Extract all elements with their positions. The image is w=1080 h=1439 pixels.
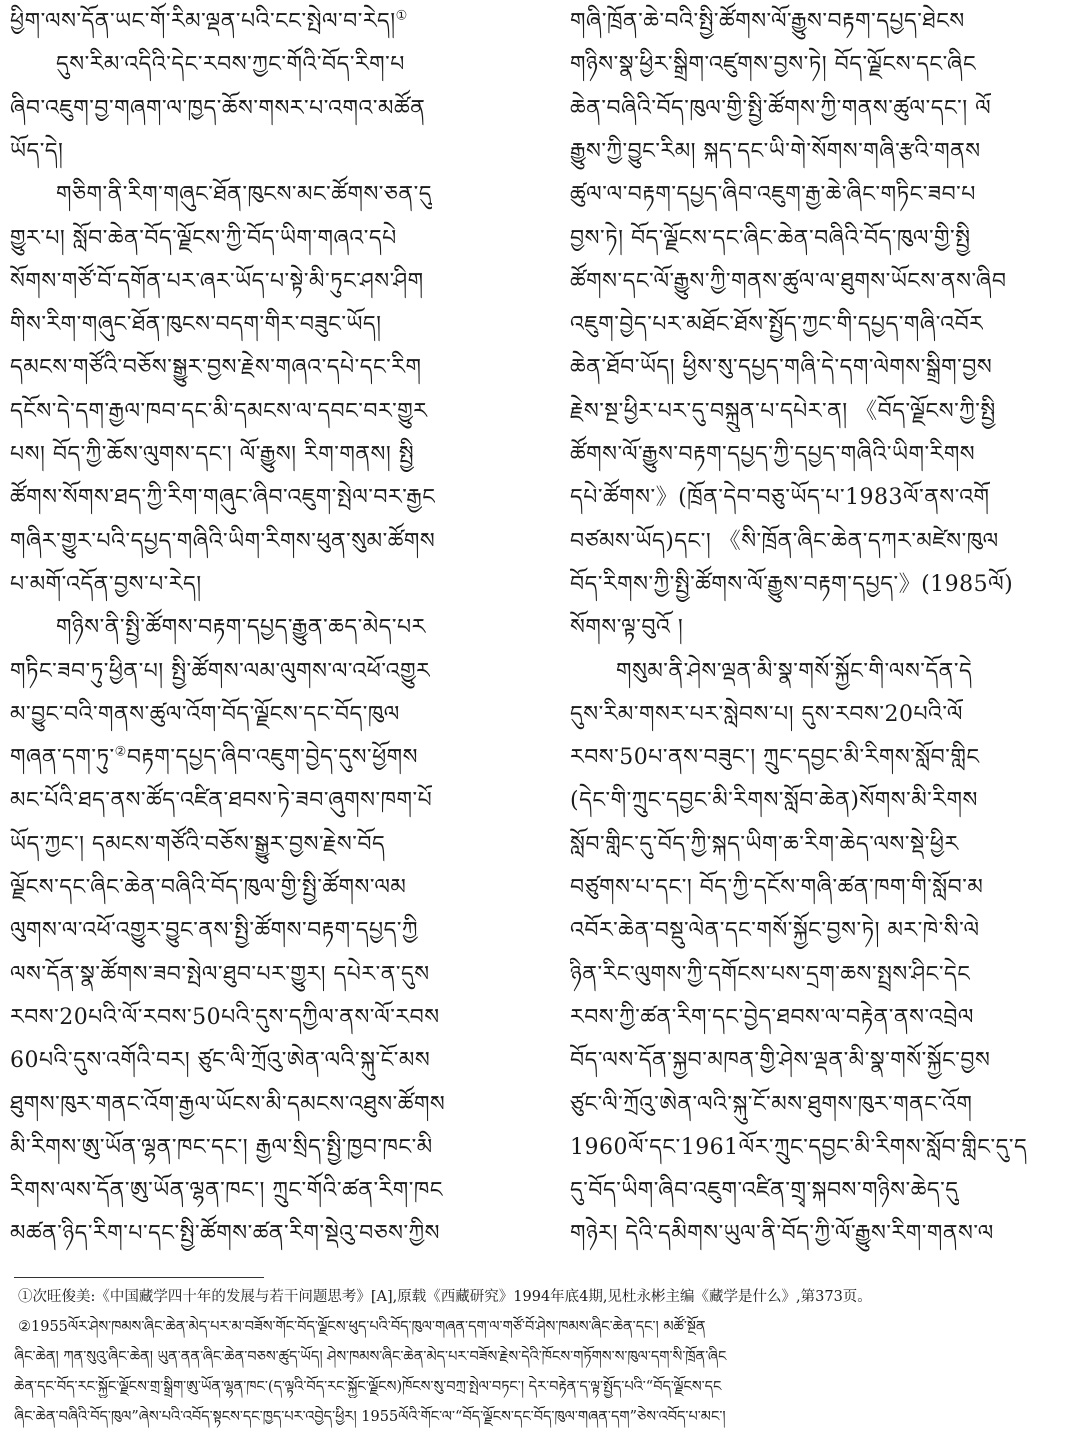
line-text: མང་པོའི་ཐད་ནས་ཚོད་འཛིན་ཐབས་ཏེ་ཟབ་ཞུགས་ཁག་པོ — [10, 788, 433, 814]
footnote-marker[interactable]: ① — [395, 8, 408, 24]
line-text: གཞན་དག་ཏུ་ — [10, 745, 115, 771]
text-line — [570, 435, 975, 475]
line-text: དུས་རིམ་གསར་པར་སླེབས་པ། དུས་རབས་20པའི་ལོ — [570, 701, 963, 727]
line-text: སློབ་གླིང་དུ་བོད་ཀྱི་སྐད་ཡིག་ཆ་རིག་ཆེད་ལས་སྡེ་ཕྱིར — [570, 831, 959, 857]
text-line — [10, 219, 397, 259]
line-text: (དེང་གི་ཀྲུང་དབྱང་མི་རིགས་སློབ་ཆེན)སོགས་མི་རིགས — [570, 788, 978, 814]
text-line — [10, 825, 385, 865]
line-text: གཉེར། དེའི་དམིགས་ཡུལ་ནི་བོད་ཀྱི་ལོ་རྒྱུས་རིག་གནས་ལ — [570, 1221, 994, 1247]
line-text: ཙུང་ལི་ཀྲོའུ་ཨེན་ལའི་སྐུ་ངོ་མས་ཐུགས་ཁུར་གནང་འོག — [570, 1091, 973, 1117]
text-line — [570, 1085, 972, 1125]
footnote-line: ཞིང་ཆེན། ཀན་སུའུ་ཞིང་ཆེན། ཡུན་ནན་ཞིང་ཆེན་བཅས་ཚུད་ཡོད། ཤེས་ཁམས་ཞིང་ཆེན་མེད་པར་བཟོས་རྗེས་དེའི་ཁོངས་གཏོགས་ས་ཁུལ་དག་སི་ཁྲོན་ཞིང — [14, 1349, 727, 1365]
line-text: པས། བོད་ཀྱི་ཆོས་ལུགས་དང་། ལོ་རྒྱུས། རིག་གནས། སྤྱི — [10, 442, 415, 467]
text-line — [10, 781, 432, 821]
line-text: ཡོད་དེ། — [10, 138, 64, 164]
line-text: བོད་རིགས་ཀྱི་སྤྱི་ཚོགས་ལོ་རྒྱུས་བརྟག་དཔྱད་》(1985ལོ) — [570, 571, 1014, 597]
line-text: རྗེས་སྔ་ཕྱིར་པར་དུ་བསྐྲུན་པ་དཔེར་ན། 《བོད་ལྗོངས་ཀྱི་སྤྱི — [570, 398, 996, 424]
text-line — [570, 781, 978, 821]
line-text: གཏིང་ཟབ་ཏུ་ཕྱིན་པ། སྤྱི་ཚོགས་ལམ་ལུགས་ལ་འཕོ་འགྱུར — [10, 658, 431, 684]
line-text: བཙུགས་པ་དང་། བོད་ཀྱི་དངོས་གཞི་ཚན་ཁག་གི་སློབ་མ — [570, 875, 984, 900]
line-text: ལུགས་ལ་འཕོ་འགྱུར་བྱུང་ནས་སྤྱི་ཚོགས་བརྟག་དཔྱད་ཀྱི — [10, 918, 418, 944]
line-text: གཅིག་ནི་རིག་གཞུང་ཐོན་ཁུངས་མང་ཚོགས་ཅན་དུ — [56, 182, 432, 208]
line-text: གིས་རིག་གཞུང་ཐོན་ཁུངས་བདག་གིར་བཟུང་ཡོད། — [10, 312, 382, 338]
text-line — [10, 695, 400, 735]
text-line — [570, 1171, 959, 1211]
text-line — [10, 45, 405, 85]
line-text: རབས་ཀྱི་ཚན་རིག་དང་བྱེད་ཐབས་ལ་བརྟེན་ནས་འབྲེལ — [570, 1004, 974, 1030]
line-text: ཆེན་ཐོབ་ཡོད། ཕྱིས་སུ་དཔྱད་གཞི་དེ་དག་ལེགས་སྒྲིག་བྱས — [570, 355, 993, 381]
line-text: ལྗོངས་དང་ཞིང་ཆེན་བཞིའི་བོད་ཁུལ་གྱི་སྤྱི་ཚོགས་ལམ — [10, 875, 407, 900]
line-text: ཚུལ་ལ་བརྟག་དཔྱད་ཞིབ་འཇུག་རྒྱ་ཆེ་ཞིང་གཏིང་ཟབ་པ — [570, 182, 976, 208]
text-line — [10, 955, 430, 995]
text-line — [570, 1041, 990, 1081]
footnote-separator — [14, 1277, 264, 1278]
line-text: ཞིབ་འཇུག་བྱ་གཞག་ལ་ཁྱད་ཆོས་གསར་པ་འགའ་མཚོན — [10, 95, 426, 121]
line-text: ལས་དོན་སྣ་ཚོགས་ཟབ་སྤེལ་ཐུབ་པར་གྱུར། དཔེར་ན་དུས — [10, 961, 430, 987]
line-text: 1960ལོ་དང་1961ལོར་ཀྲུང་དབྱང་མི་རིགས་སློབ་གླིང་དུ་ད — [570, 1134, 1028, 1160]
line-text: གཞིར་གྱུར་པའི་དཔྱད་གཞིའི་ཡིག་རིགས་ཕུན་སུམ་ཚོགས — [10, 528, 436, 554]
line-text: ཡོད་ཀྱང་། དམངས་གཙོའི་བཅོས་སྒྱུར་བྱས་རྗེས་བོད — [10, 831, 386, 857]
text-line — [570, 868, 983, 908]
text-line — [10, 478, 435, 518]
text-line — [10, 2, 408, 42]
text-line — [570, 825, 959, 865]
line-text: ཚོགས་དང་ལོ་རྒྱུས་ཀྱི་གནས་ཚུལ་ལ་ཐུགས་ཡོངས་ནས་ཞིབ — [570, 268, 1007, 294]
line-text: རབས་50པ་ནས་བཟུང་། ཀྲུང་དབྱང་མི་རིགས་སློབ་གླིང — [570, 745, 980, 771]
line-text: མཚན་ཉིད་རིག་པ་དང་སྤྱི་ཚོགས་ཚན་རིག་སྡེའུ་བཅས་ཀྱིས — [10, 1221, 440, 1247]
text-line — [10, 348, 421, 388]
line-text: རིགས་ལས་དོན་ཨུ་ཡོན་ལྷན་ཁང་། ཀྲུང་གོའི་ཚན་རིག་ཁང — [10, 1178, 443, 1204]
text-line — [570, 45, 976, 85]
line-text: བོད་ལས་དོན་སྐྱབ་མཁན་གྱི་ཤེས་ལྡན་མི་སྣ་གསོ་སྐྱོང་བྱས — [570, 1048, 991, 1074]
text-line — [570, 522, 999, 562]
text-line — [570, 911, 980, 951]
text-line — [570, 175, 976, 215]
text-line — [10, 89, 425, 129]
text-line — [10, 1214, 440, 1254]
text-line — [10, 652, 430, 692]
line-text-continued: བརྟག་དཔྱད་ཞིབ་འཇུག་བྱེད་དུས་ཕྱོགས — [126, 745, 419, 771]
line-text: གྱུར་པ། སློབ་ཆེན་བོད་ལྗོངས་ཀྱི་བོད་ཡིག་གཞའ་དཔེ — [10, 225, 397, 251]
text-line — [570, 955, 970, 995]
text-line — [570, 219, 971, 259]
footnote-marker[interactable]: ② — [114, 744, 127, 760]
line-text: ཕྱིག་ལས་དོན་ཡང་གོ་རིམ་ལྡན་པའི་ངང་སྤེལ་བ་རེད། — [10, 9, 396, 34]
footnote-line: ②1955ལོར་ཤེས་ཁམས་ཞིང་ཆེན་མེད་པར་མ་བཟོས་གོང་བོད་ལྗོངས་ཕུད་པའི་བོད་ཁུལ་གཞན་དག་ལ་གཙོ་བོ་ཤེས་ཁམས་ཞིང་ཆེན་དང་། མཚོ་སྔོན — [18, 1319, 706, 1335]
text-line — [10, 305, 382, 345]
text-line — [10, 522, 435, 562]
text-line — [570, 132, 981, 172]
line-text: འབོར་ཆེན་བསྡུ་ལེན་དང་གསོ་སྐྱོང་བྱས་ཏེ། མར་ཁེ་སི་ལེ — [570, 918, 980, 944]
text-line — [10, 868, 406, 908]
text-line — [10, 175, 432, 215]
line-text: གཉིས་ནི་སྤྱི་ཚོགས་བརྟག་དཔྱད་རྒྱུན་ཆད་མེད་པར — [56, 615, 426, 641]
line-text: རྒྱུས་ཀྱི་བྱུང་རིམ། སྐད་དང་ཡི་གེ་སོགས་གཞི་རྩའི་གནས — [570, 138, 981, 164]
line-text: གཉིས་སྣ་ཕྱིར་སྒྲིག་འཛུགས་བྱས་ཏེ། བོད་ལྗོངས་དང་ཞིང — [570, 52, 977, 78]
text-line — [10, 262, 424, 302]
text-line — [10, 435, 414, 475]
line-text: གསུམ་ནི་ཤེས་ལྡན་མི་སྣ་གསོ་སྐྱོང་གི་ལས་དོན་དེ — [616, 658, 973, 684]
text-line — [570, 1214, 994, 1254]
text-line — [10, 1128, 433, 1168]
line-text: སོགས་ལྟ་བུའོ ། — [570, 615, 684, 641]
line-text: རབས་20པའི་ལོ་རབས་50པའི་དུས་དཀྱིལ་ནས་ལོ་རབས — [10, 1004, 440, 1030]
line-text: མི་རིགས་ཨུ་ཡོན་ལྷན་ཁང་དང་། རྒྱལ་སྲིད་སྤྱི་ཁྱབ་ཁང་མི — [10, 1134, 433, 1160]
footnote-line: ཞིང་ཆེན་བཞིའི་བོད་ཁུལ”ཞེས་པའི་འབོད་སྟངས་དང་ཁྱད་པར་འབྱེད་ཕྱིར། 1955ལོའི་གོང་ལ་“བོད་ལྗོངས་དང་བོད་ཁུལ་གཞན་དག”ཅེས་འབོད་པ་མང་། — [14, 1409, 726, 1425]
text-line — [10, 392, 428, 432]
footnote-line: ཆེན་དང་བོད་རང་སྐྱོང་ལྗོངས་གྲ་སྒྲིག་ཨུ་ཡོན་ལྷན་ཁང་(ད་ལྟའི་བོད་རང་སྐྱོང་ལྗོངས)ཁོངས་སུ་བཀྲ་སྤེལ་བཏང་། དེར་བརྟེན་ད་ལྟ་སྤྱོད་པའི་“བོད་ལྗོངས་དང — [14, 1379, 722, 1395]
text-line — [10, 998, 440, 1038]
footnote-line: ①次旺俊美:《中国藏学四十年的发展与若干问题思考》[A],原载《西藏研究》1994年底4期,见杜永彬主编《藏学是什么》,第373页。 — [18, 1289, 872, 1305]
text-line — [10, 1171, 443, 1211]
text-line — [10, 1041, 430, 1081]
text-line — [570, 392, 996, 432]
text-line — [570, 1128, 1027, 1168]
line-text: ཚོགས་ལོ་རྒྱུས་བརྟག་དཔྱད་ཀྱི་དཔྱད་གཞིའི་ཡིག་རིགས — [570, 442, 976, 467]
text-line — [570, 478, 990, 518]
text-line — [570, 305, 983, 345]
line-text: དམངས་གཙོའི་བཅོས་སྒྱུར་བྱས་རྗེས་གཞའ་དཔེ་དང་རིག — [10, 355, 422, 381]
line-text: སོགས་གཙོ་བོ་དགོན་པར་ཞར་ཡོད་པ་སྟེ་མི་ཏུང་ཤས་ཤིག — [10, 268, 424, 294]
line-text: པ་མགོ་འདོན་བྱས་པ་རེད། — [10, 571, 202, 597]
line-text: བྱས་ཏེ། བོད་ལྗོངས་དང་ཞིང་ཆེན་བཞིའི་བོད་ཁུལ་གྱི་སྤྱི — [570, 225, 971, 251]
line-text: ཉིན་རིང་ལུགས་ཀྱི་དགོངས་པས་དྲག་ཆས་སྤྲས་ཤིང་དེང — [570, 961, 971, 987]
text-line — [10, 565, 202, 605]
text-line — [10, 608, 426, 648]
line-text: 60པའི་དུས་འགོའི་བར། ཙུང་ལི་ཀྲོའུ་ཨེན་ལའི་སྐུ་ངོ་མས — [10, 1048, 431, 1074]
text-line — [570, 608, 683, 648]
line-text: དཔེ་ཚོགས་》(ཁྲོན་དེབ་བཅུ་ཡོད་པ་1983ལོ་ནས་འགོ — [570, 485, 990, 511]
line-text: གཞི་ཁྲོན་ཆེ་བའི་སྤྱི་ཚོགས་ལོ་རྒྱུས་བརྟག་དཔྱད་ཐེངས — [570, 9, 965, 34]
text-line — [570, 2, 965, 42]
line-text: འཇུག་བྱེད་པར་མཐོང་ཐོས་སྤྱོད་ཀྱང་གི་དཔྱད་གཞི་འབོར — [570, 312, 984, 338]
line-text: བཙམས་ཡོད)དང་། 《སི་ཁྲོན་ཞིང་ཆེན་དཀར་མཛེས་ཁུལ — [570, 528, 999, 554]
line-text: དངོས་དེ་དག་རྒྱལ་ཁབ་དང་མི་དམངས་ལ་དབང་བར་གྱུར — [10, 398, 428, 424]
line-text: ཐུགས་ཁུར་གནང་འོག་རྒྱལ་ཡོངས་མི་དམངས་འཐུས་ཚོགས — [10, 1091, 446, 1117]
text-line — [570, 348, 992, 388]
line-text: ཚོགས་སོགས་ཐད་ཀྱི་རིག་གཞུང་ཞིབ་འཇུག་སྤེལ་བར་རྒྱང — [10, 485, 436, 511]
text-line — [570, 565, 1013, 605]
text-line — [10, 1085, 445, 1125]
line-text: མ་བྱུང་བའི་གནས་ཚུལ་འོག་བོད་ལྗོངས་དང་བོད་ཁུལ — [10, 701, 400, 727]
text-line — [570, 695, 963, 735]
line-text: དུ་བོད་ཡིག་ཞིབ་འཇུག་འཛིན་གྲྭ་སྐབས་གཉིས་ཆེད་དུ — [570, 1178, 959, 1204]
text-line — [10, 132, 63, 172]
text-line — [10, 738, 418, 778]
text-line — [10, 911, 418, 951]
text-line — [570, 89, 991, 129]
line-text: དུས་རིམ་འདིའི་དེང་རབས་ཀྱང་གོའི་བོད་རིག་པ — [56, 52, 405, 78]
text-line — [570, 998, 974, 1038]
text-line — [570, 652, 972, 692]
text-line — [570, 738, 980, 778]
text-line — [570, 262, 1006, 302]
line-text: ཆེན་བཞིའི་བོད་ཁུལ་གྱི་སྤྱི་ཚོགས་ཀྱི་གནས་ཚུལ་དང་། ལོ — [570, 95, 992, 121]
